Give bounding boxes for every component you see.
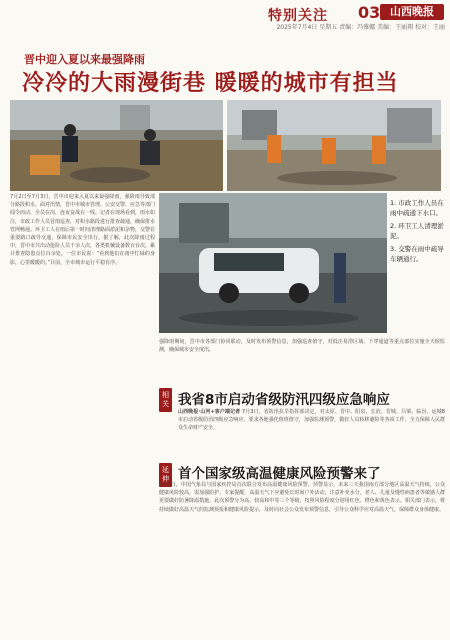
story2-tag: 相关 — [159, 388, 172, 412]
lead-body-mid: 强降雨期间，晋中市各部门协同联动，及时发布预警信息，加强巡查值守，对低洼易涝区域、下穿通道等重点部位实施全天候监测，确保城市安全度汛。 — [159, 339, 445, 354]
story2-body-text: 7月3日，省防汛抗旱指挥部决定，对太原、晋中、阳泉、长治、晋城、吕梁、临汾、运城8市启动省级防汛四级应急响应。要求各地强化值班值守，加强监测预警，做好人员转移避险等各项工作，全力保障人民群众生命财产安全。 — [178, 409, 445, 432]
page-header — [0, 0, 450, 30]
lead-headline: 冷冷的大雨漫街巷 暖暖的城市有担当 — [22, 71, 399, 96]
story3-tag: 延伸 — [159, 463, 172, 487]
story2-byline: 山西晚报·山河+客户端记者 — [178, 409, 241, 415]
caption-3: 3. 交警在雨中疏导车辆通行。 — [390, 245, 444, 263]
story2-body — [178, 408, 445, 458]
story2-title: 我省8市启动省级防汛四级应急响应 — [178, 392, 390, 408]
issue-line: 2025年7月4日 星期五 责编：冯雅娜 美编：王丽翔 校对：王丽 — [276, 24, 445, 31]
page-number: 03 — [358, 3, 381, 22]
story3-body: 7月3日，中国气象局与国家疾控局首次联合发布高温健康风险预警。预警显示，未来三天我国南方部分地区高温天气持续，公众健康风险较高，需加强防护。专家提醒，高温天气下应避免长时间户外活动，注意补充水分，老人、儿童及慢性病患者等敏感人群更要做好防暑降温措施。此次预警分为高、较高和中等三个等级，按照风险程度分别用红色、橙色和黄色表示。相关部门表示，将持续做好高温天气的监测预报和健康风险提示，及时向社会公众发布预警信息，引导公众科学应对高温天气，保障群众身体健康。 — [159, 482, 445, 513]
photo-traffic-police — [159, 193, 387, 333]
photo-sanitation-crew — [227, 100, 441, 191]
photo-workers-flood — [10, 100, 223, 191]
lead-kicker: 晋中迎入夏以来最强降雨 — [24, 53, 145, 66]
section-name: 特别关注 — [268, 8, 328, 24]
caption-1: 1. 市政工作人员在雨中疏通下水口。 — [390, 199, 444, 217]
caption-2: 2. 环卫工人清理淤泥。 — [390, 222, 444, 240]
story3-title: 首个国家级高温健康风险预警来了 — [178, 466, 381, 482]
photo-captions — [390, 198, 444, 267]
newspaper-masthead: 山西晚报 — [380, 4, 444, 20]
lead-body-left: 7月2日至7月3日，晋中市迎来入夏以来最强降雨，强降雨导致部分路段积水。面对汛情，晋中市城市管理、公安交警、应急等部门闻令而动，全员在岗，连夜奋战在一线。记者在现场看到，雨水如注，市政工作人员冒雨巡查，对积水路段进行排查疏通，确保排水管网畅通。环卫工人在雨后第一时间清理路面淤泥和杂物，交警在重要路口疏导交通，保障市民安全出行。据了解，此次降雨过程中，晋中市共出动抢险人员千余人次，各类机械设备数百台次，累计排查隐患点位百余处。一位市民说：“看到他们在雨中忙碌的身影，心里暖暖的。”目前，全市城市运行平稳有序。 — [10, 194, 155, 266]
